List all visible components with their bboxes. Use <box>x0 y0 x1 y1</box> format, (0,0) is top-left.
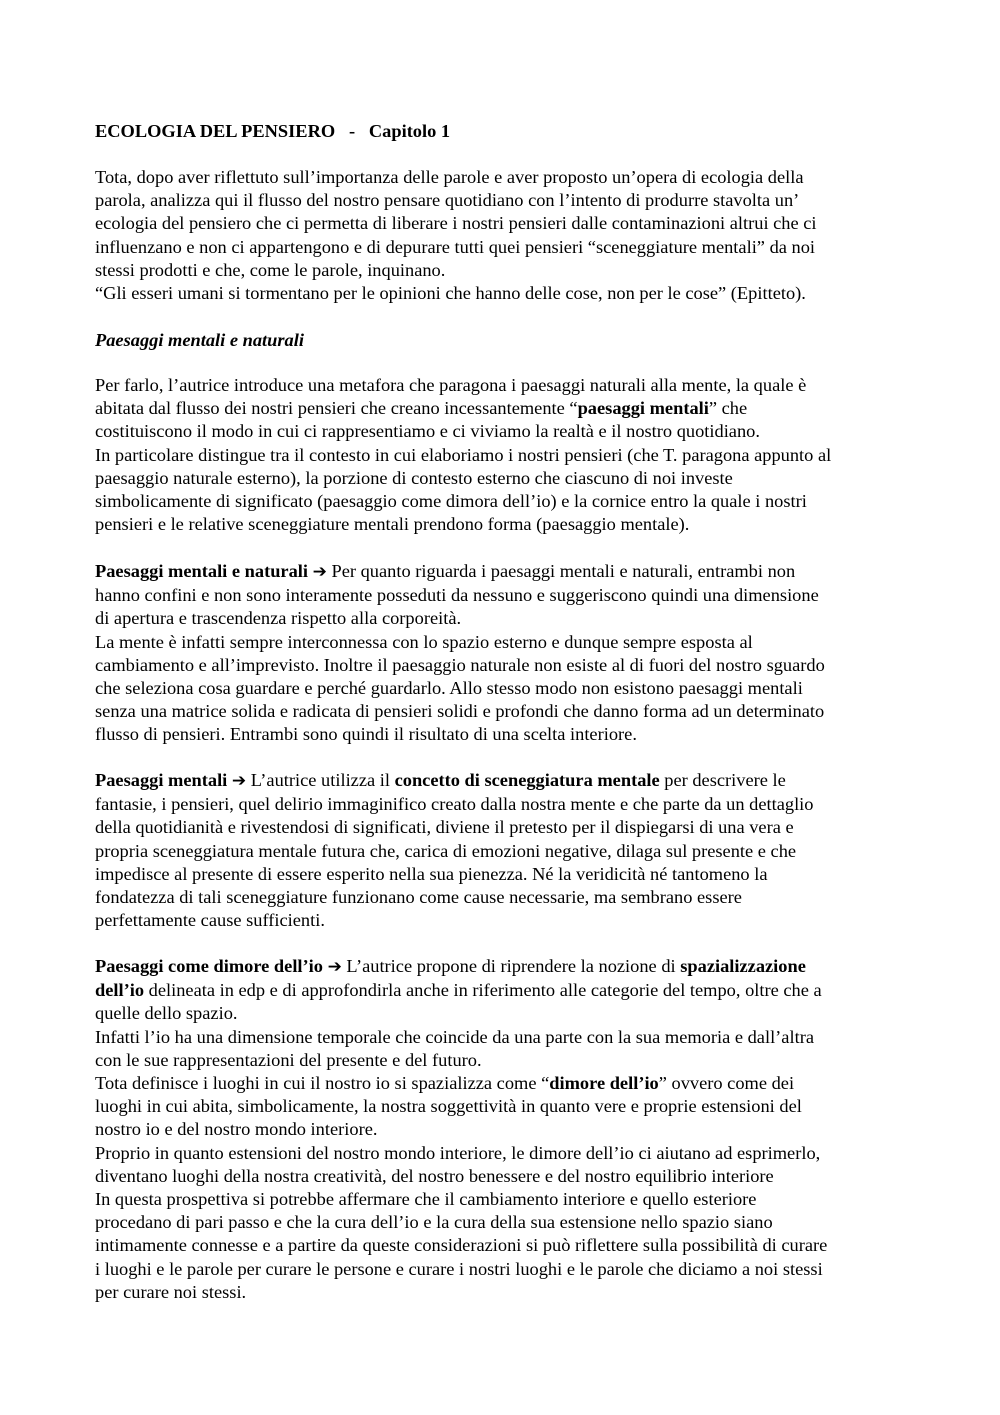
text-line: pensieri e le relative sceneggiature mentali prendono forma (paesaggio mentale). <box>95 514 690 535</box>
text-line: luoghi in cui abita, simbolicamente, la nostra soggettività in quanto vere e proprie estensioni del <box>95 1096 802 1117</box>
text-line: In particolare distingue tra il contesto in cui elaboriamo i nostri pensieri (che T. paragona appunto al <box>95 444 832 465</box>
paragraph-heading: Paesaggi come dimore dell’io <box>95 956 323 976</box>
paragraph-dwellings <box>95 955 915 1304</box>
bold-term: dell’io <box>95 980 145 1001</box>
text-line: Per farlo, l’autrice introduce una metafora che paragona i paesaggi naturali alla mente, la quale è <box>95 375 807 395</box>
text-line: stessi prodotti e che, come le parole, inquinano. <box>95 259 446 280</box>
text-line: La mente è infatti sempre interconnessa con lo spazio esterno e dunque sempre esposta al <box>95 631 753 652</box>
paragraph-metaphor <box>95 374 915 536</box>
bold-term: paesaggi mentali <box>577 398 709 419</box>
bold-term: concetto di sceneggiatura mentale <box>394 770 660 790</box>
text-line: Paesaggi mentali ➔ L’autrice utilizza il concetto di sceneggiatura mentale per descrivere le <box>95 770 786 791</box>
text-line: della quotidianità e rivestendosi di significati, diviene il pretesto per il dispiegarsi di una vera e <box>95 817 794 838</box>
paragraph-mental <box>95 769 915 932</box>
text-line: In questa prospettiva si potrebbe affermare che il cambiamento interiore e quello esteriore <box>95 1189 757 1210</box>
paragraph-heading: Paesaggi mentali <box>95 770 228 790</box>
text-line: di apertura e trascendenza rispetto alla corporeità. <box>95 608 462 629</box>
text-line: senza una matrice solida e radicata di pensieri solidi e profondi che danno forma ad un determinato <box>95 701 825 722</box>
text-line: hanno confini e non sono interamente posseduti da nessuno e suggeriscono quindi una dimensione <box>95 585 819 606</box>
text-line: Proprio in quanto estensioni del nostro mondo interiore, le dimore dell’io ci aiutano ad esprimerlo, <box>95 1142 821 1163</box>
text-line: Infatti l’io ha una dimensione temporale che coincide da una parte con la sua memoria e dall’altra <box>95 1026 814 1047</box>
bold-term: spazializzazione <box>680 956 806 976</box>
text-line: simbolicamente di significato (paesaggio come dimora dell’io) e la cornice entro la quale i nostri <box>95 491 807 512</box>
text-line: Paesaggi come dimore dell’io ➔ L’autrice propone di riprendere la nozione di spazializzazione <box>95 956 806 977</box>
text-line: Tota definisce i luoghi in cui il nostro io si spazializza come “dimore dell’io” ovvero come dei <box>95 1073 795 1094</box>
text-line: dell’io delineata in edp e di approfondirla anche in riferimento alle categorie del tempo, oltre che a <box>95 980 822 1001</box>
text-line: intimamente connesse e a partire da queste considerazioni si può riflettere sulla possibilità di curare <box>95 1235 828 1256</box>
text-line: perfettamente cause sufficienti. <box>95 910 325 931</box>
text-line: paesaggio naturale esterno), la porzione di contesto esterno che ciascuno di noi investe <box>95 467 733 488</box>
text-line: ecologia del pensiero che ci permetta di liberare i nostri pensieri dalle contaminazioni altrui che ci <box>95 213 817 234</box>
text-line: fantasie, i pensieri, quel delirio immaginifico creato dalla nostra mente e che parte da un dettaglio <box>95 794 814 815</box>
text-line: quelle dello spazio. <box>95 1003 238 1024</box>
paragraph-mental-natural <box>95 560 915 747</box>
text-line: nostro io e del nostro mondo interiore. <box>95 1119 378 1140</box>
text-line: influenzano e non ci appartengono e di depurare tutti quei pensieri “sceneggiature mentali” da noi <box>95 236 816 257</box>
arrow-icon: ➔ <box>231 771 247 791</box>
text-line: parola, analizza qui il flusso del nostro pensare quotidiano con l’intento di produrre stavolta un’ <box>95 190 800 211</box>
text-line: diventano luoghi della nostra creatività, del nostro benessere e del nostro equilibrio interiore <box>95 1165 774 1186</box>
text-line: che seleziona cosa guardare e perché guardarlo. Allo stesso modo non esistono paesaggi mentali <box>95 678 803 699</box>
text-line: abitata dal flusso dei nostri pensieri che creano incessantemente “paesaggi mentali” che <box>95 398 748 419</box>
text-line: Paesaggi mentali e naturali ➔ Per quanto riguarda i paesaggi mentali e naturali, entrambi non <box>95 561 796 582</box>
paragraph-heading: Paesaggi mentali e naturali <box>95 561 309 581</box>
bold-term: dimore dell’io <box>549 1073 659 1094</box>
text-line: i luoghi e le parole per curare le persone e curare i nostri luoghi e le parole che diciamo a noi stessi <box>95 1258 823 1279</box>
text-line: cambiamento e all’imprevisto. Inoltre il paesaggio naturale non esiste al di fuori del nostro sguardo <box>95 654 825 675</box>
arrow-icon: ➔ <box>312 562 327 582</box>
text-line: flusso di pensieri. Entrambi sono quindi il risultato di una scelta interiore. <box>95 724 637 745</box>
intro-paragraph <box>95 166 915 305</box>
quote-line: “Gli esseri umani si tormentano per le opinioni che hanno delle cose, non per le cose” (Epitteto). <box>95 283 806 304</box>
document-title: ECOLOGIA DEL PENSIERO - Capitolo 1 <box>95 121 451 141</box>
text-line: procedano di pari passo e che la cura dell’io e la cura della sua estensione nello spazio siano <box>95 1212 773 1233</box>
text-line: impedisce al presente di essere esperito nella sua pienezza. Né la veridicità né tantomeno la <box>95 863 768 884</box>
text-line: con le sue rappresentazioni del presente e del futuro. <box>95 1049 482 1070</box>
text-line: costituiscono il modo in cui ci rappresentiamo e ci viviamo la realtà e il nostro quotidiano. <box>95 421 760 442</box>
text-line: Tota, dopo aver riflettuto sull’importanza delle parole e aver proposto un’opera di ecologia della <box>95 167 804 187</box>
text-line: propria sceneggiatura mentale futura che, carica di emozioni negative, dilaga sul presente e che <box>95 840 797 861</box>
text-line: fondatezza di tali sceneggiature funzionano come cause necessarie, ma sembrano essere <box>95 887 742 908</box>
arrow-icon: ➔ <box>327 957 342 977</box>
section-title: Paesaggi mentali e naturali <box>95 330 304 350</box>
text-line: per curare noi stessi. <box>95 1281 247 1302</box>
